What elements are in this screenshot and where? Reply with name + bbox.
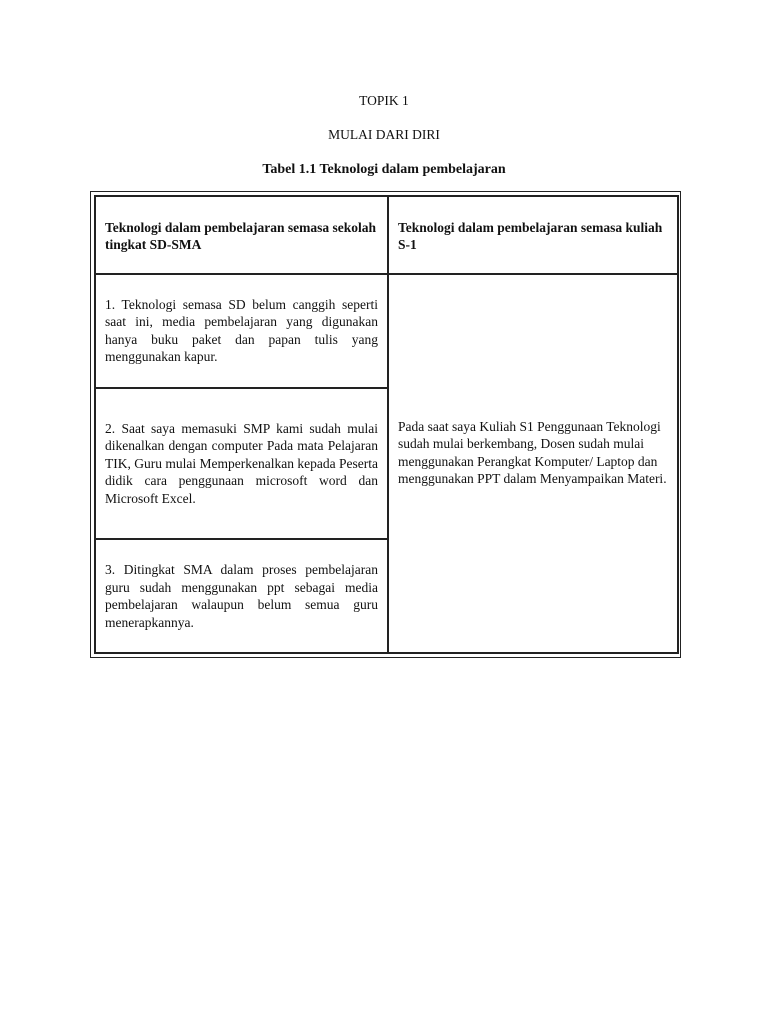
technology-table	[94, 195, 679, 654]
table-row	[95, 274, 678, 387]
header-text-kuliah: Teknologi dalam pembelajaran semasa kuliah S-1	[398, 219, 663, 252]
cell-sd: 1. Teknologi semasa SD belum canggih seperti saat ini, media pembelajaran yang digunakan hanya buku paket dan papan tulis yang menggunakan kapur.	[95, 274, 388, 387]
cell-smp: 2. Saat saya memasuki SMP kami sudah mulai dikenalkan dengan computer Pada mata Pelajaran TIK, Guru mulai Memperkenalkan kepada Peserta didik cara penggunaan microsoft word dan Microsoft Excel.	[95, 388, 388, 540]
topic-subtitle: MULAI DARI DIRI	[328, 127, 440, 142]
table-frame	[90, 191, 681, 658]
topic-heading: TOPIK 1	[359, 93, 409, 108]
table-caption: Tabel 1.1 Teknologi dalam pembelajaran	[262, 162, 506, 177]
header-text-sd-sma: Teknologi dalam pembelajaran semasa sekolah tingkat SD-SMA	[105, 219, 377, 252]
cell-sma: 3. Ditingkat SMA dalam proses pembelajaran guru sudah menggunakan ppt sebagai media pembelajaran walaupun belum semua guru menerapkannya.	[95, 539, 388, 653]
header-cell-kuliah	[388, 196, 678, 274]
table-header-row	[95, 196, 678, 274]
kuliah-text: Pada saat saya Kuliah S1 Penggunaan Teknologi sudah mulai berkembang, Dosen sudah mulai menggunakan Perangkat Komputer/ Laptop dan menggunakan PPT dalam Menyampaikan Materi.	[398, 418, 667, 486]
header-cell-sd-sma	[95, 196, 388, 274]
cell-kuliah	[388, 274, 678, 653]
